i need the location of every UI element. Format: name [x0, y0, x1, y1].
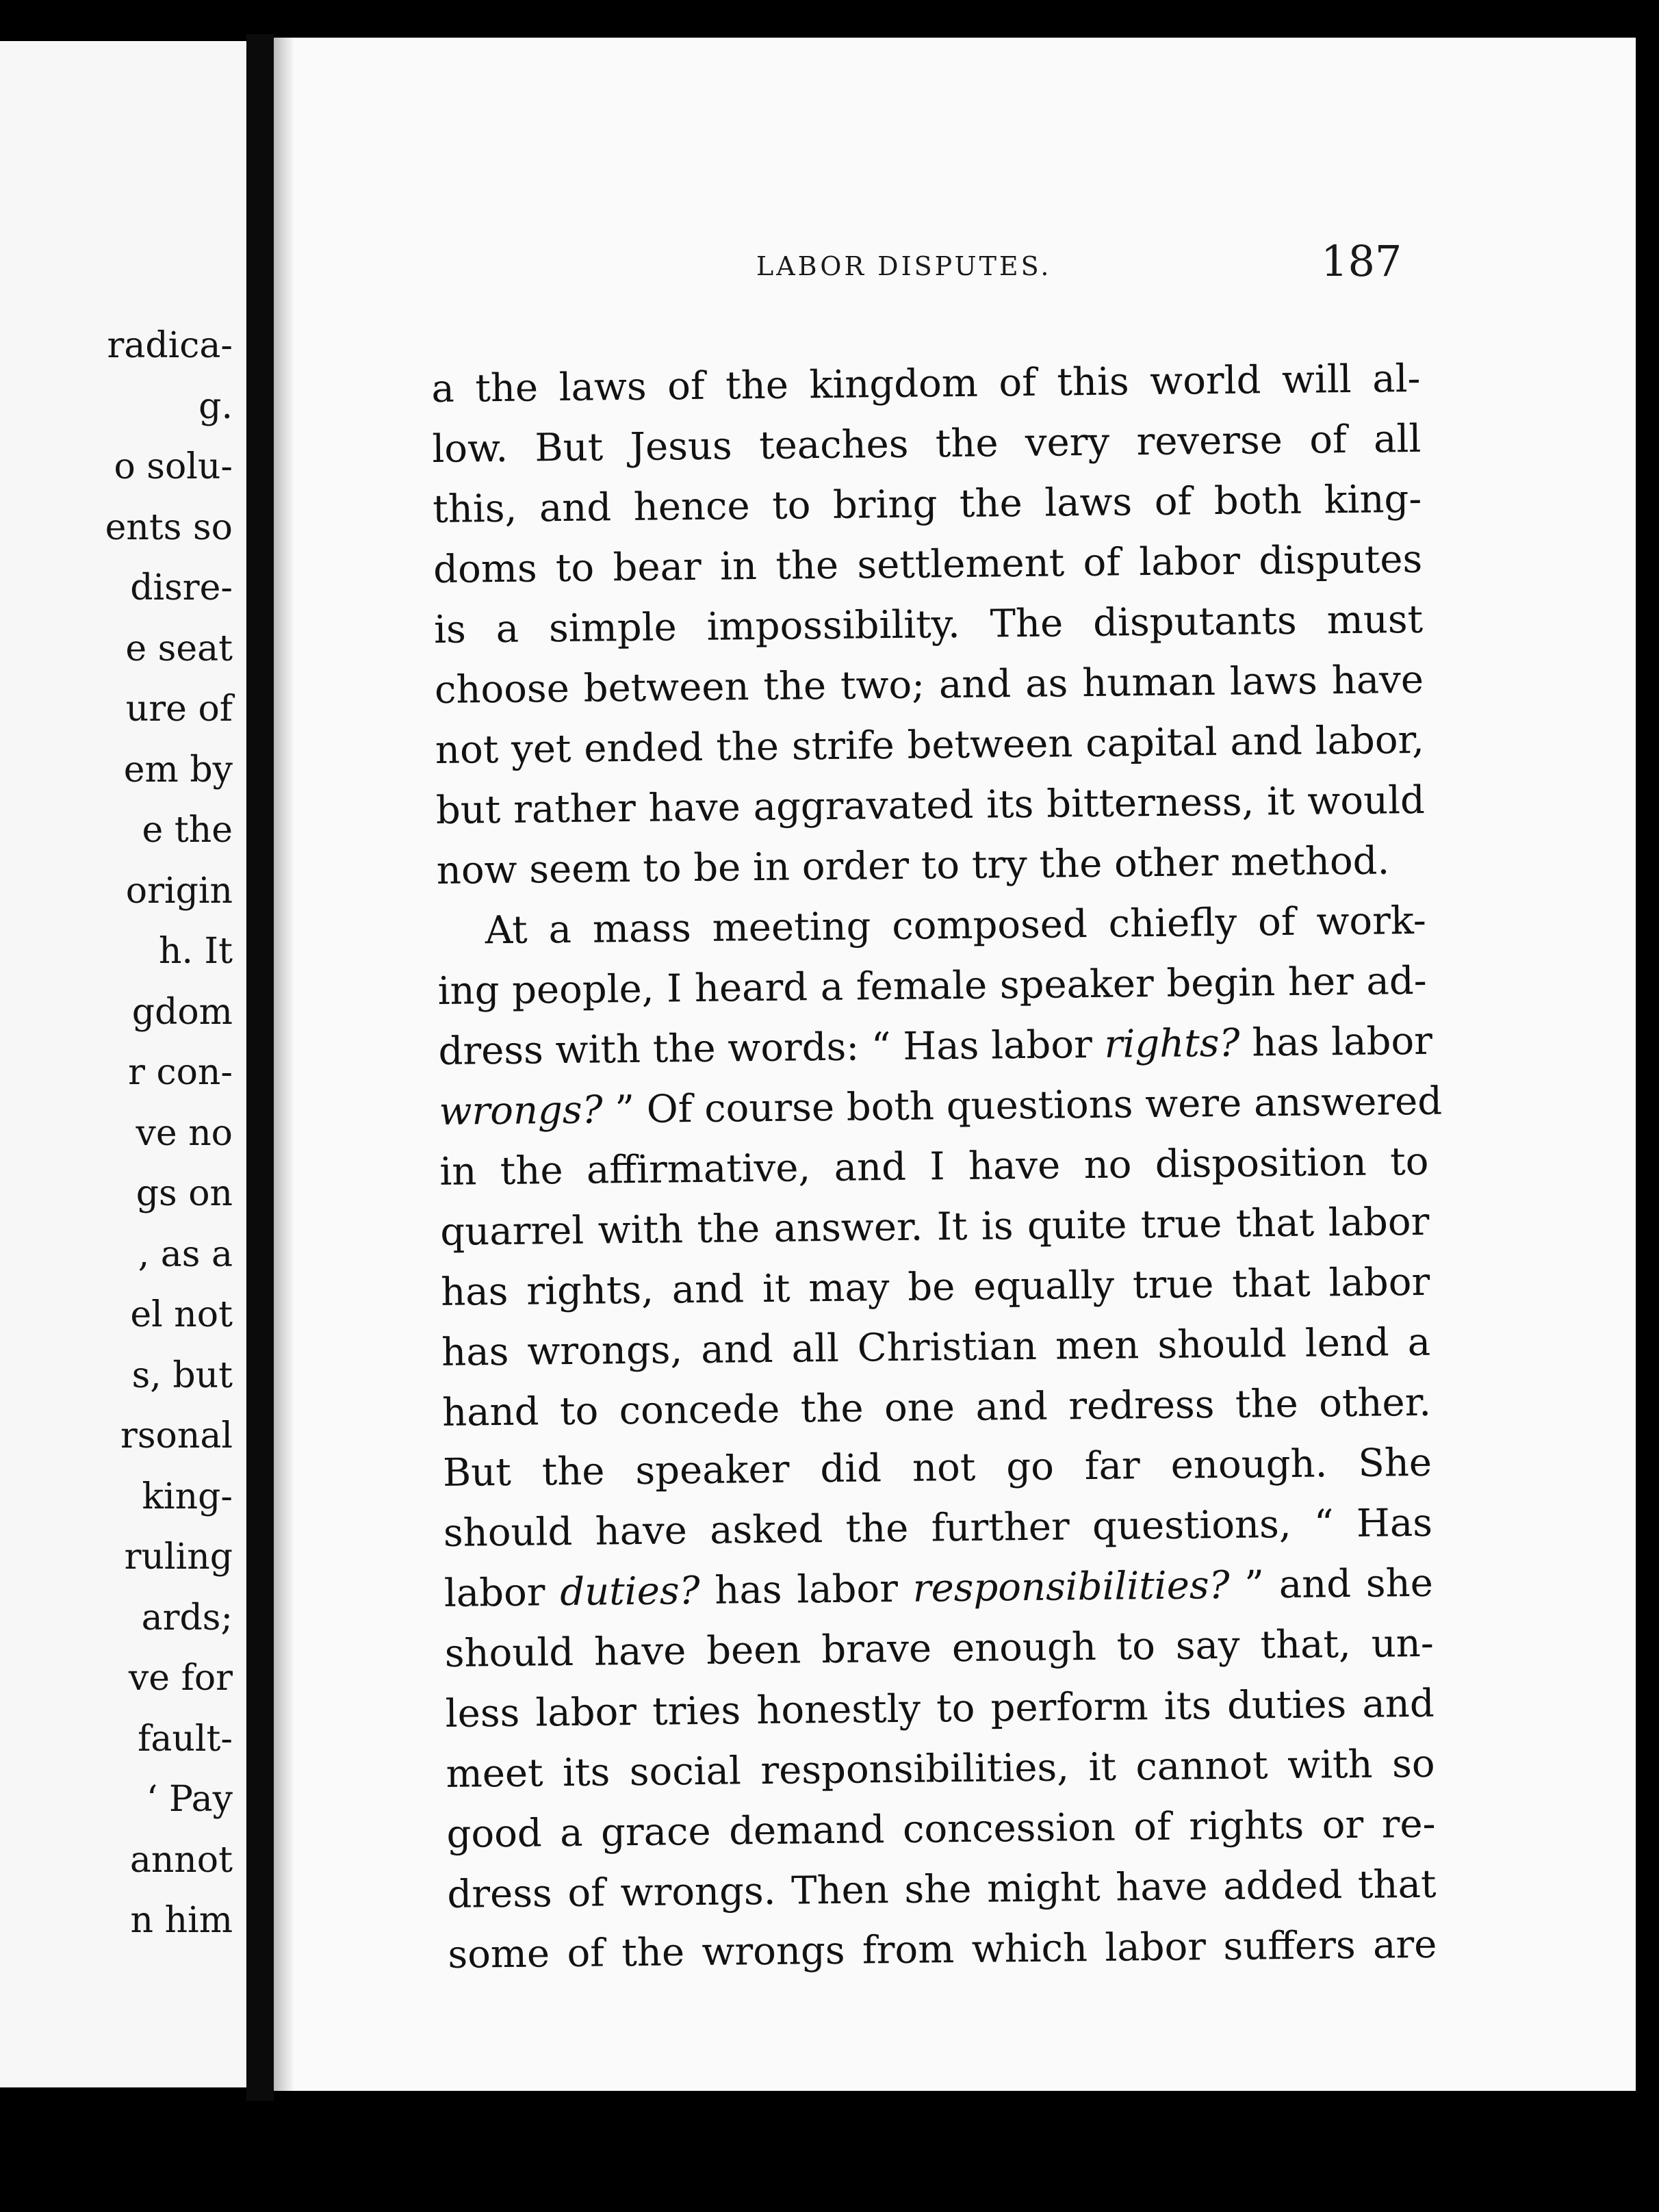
left-page-line: origin: [125, 870, 233, 912]
italic-word: responsibilities?: [912, 1562, 1230, 1611]
left-page-line: ure of: [125, 689, 233, 730]
left-page-line: e the: [142, 810, 233, 851]
text-line: less labor tries honestly to perform its duties and: [445, 1681, 1435, 1736]
text-line: now seem to be in order to try the other method.: [436, 838, 1390, 893]
text-line: dress with the words: “ Has labor rights? has labor: [438, 1018, 1433, 1074]
left-page-line: n him: [130, 1900, 233, 1941]
text-line: doms to bear in the settlement of labor disputes: [433, 537, 1423, 592]
page-header: [274, 236, 1636, 291]
left-page-line: fault-: [138, 1718, 233, 1760]
text-line: good a grace demand concession of rights or re-: [446, 1801, 1436, 1857]
left-page-line: , as a: [138, 1233, 233, 1275]
left-page-line: h. It: [159, 931, 233, 972]
text-line: some of the wrongs from which labor suffers are: [448, 1922, 1437, 1977]
text-line: has rights, and it may be equally true that labor: [440, 1259, 1430, 1315]
text-line: has wrongs, and all Christian men should lend a: [441, 1320, 1431, 1375]
right-page: [274, 38, 1636, 2091]
text-line: a the laws of the kingdom of this world will al-: [431, 356, 1421, 411]
left-page-line: king-: [142, 1476, 233, 1517]
left-page-line: e seat: [125, 628, 233, 669]
left-page-line: ruling: [124, 1536, 233, 1578]
left-page-line: ve for: [128, 1658, 233, 1699]
text-line: choose between the two; and as human laws have: [434, 657, 1424, 712]
text-line: At a mass meeting composed chiefly of work-: [485, 898, 1427, 953]
left-page-line: ve no: [136, 1112, 233, 1154]
left-page-line: g.: [198, 385, 233, 427]
text-line: in the affirmative, and I have no disposition to: [439, 1139, 1429, 1194]
text-line: this, and hence to bring the laws of both king-: [432, 476, 1422, 532]
left-page-line: ents so: [105, 506, 233, 548]
text-line: meet its social responsibilities, it cannot with so: [446, 1741, 1435, 1797]
text-line: dress of wrongs. Then she might have added that: [447, 1862, 1437, 1917]
text-line: not yet ended the strife between capital and labor,: [435, 717, 1425, 773]
left-page-line: rsonal: [120, 1415, 233, 1456]
text-line: ing people, I heard a female speaker begin her ad-: [437, 958, 1427, 1014]
left-page-line: r con-: [128, 1052, 233, 1093]
text-line: but rather have aggravated its bitterness, it would: [435, 777, 1426, 833]
book-spine: [246, 34, 274, 2101]
italic-word: wrongs?: [439, 1088, 603, 1134]
left-page-line: em by: [123, 749, 233, 790]
italic-word: duties?: [559, 1568, 700, 1615]
text-line: should have asked the further questions, “ Has: [443, 1500, 1433, 1556]
page-number: 187: [1321, 236, 1402, 286]
text-line: should have been brave enough to say that, un-: [444, 1621, 1435, 1676]
gutter-shadow: [274, 38, 294, 2091]
left-page-line: disre-: [130, 567, 233, 608]
running-head: LABOR DISPUTES.: [756, 251, 1052, 281]
left-page-line: gdom: [131, 991, 233, 1033]
left-page-line: annot: [129, 1839, 233, 1881]
body-text: [431, 349, 1443, 1985]
left-page-line: gs on: [136, 1173, 233, 1214]
left-page-line: ‘ Pay: [146, 1779, 233, 1820]
text-line: labor duties? has labor responsibilities? ” and she: [443, 1560, 1434, 1616]
text-line: wrongs? ” Of course both questions were answered: [439, 1079, 1443, 1134]
left-page-line: ards;: [141, 1597, 233, 1638]
text-line: hand to concede the one and redress the other.: [441, 1380, 1432, 1435]
left-page-line: el not: [130, 1294, 233, 1335]
left-page: [0, 41, 246, 2087]
left-page-line: radica-: [107, 325, 233, 366]
text-line: quarrel with the answer. It is quite true that labor: [440, 1199, 1430, 1255]
italic-word: rights?: [1104, 1020, 1240, 1067]
left-page-line: o solu-: [114, 446, 233, 487]
text-line: low. But Jesus teaches the very reverse of all: [432, 416, 1422, 472]
left-page-line: s, but: [131, 1354, 233, 1396]
text-line: But the speaker did not go far enough. She: [442, 1440, 1432, 1495]
text-line: is a simple impossibility. The disputants must: [433, 597, 1424, 652]
